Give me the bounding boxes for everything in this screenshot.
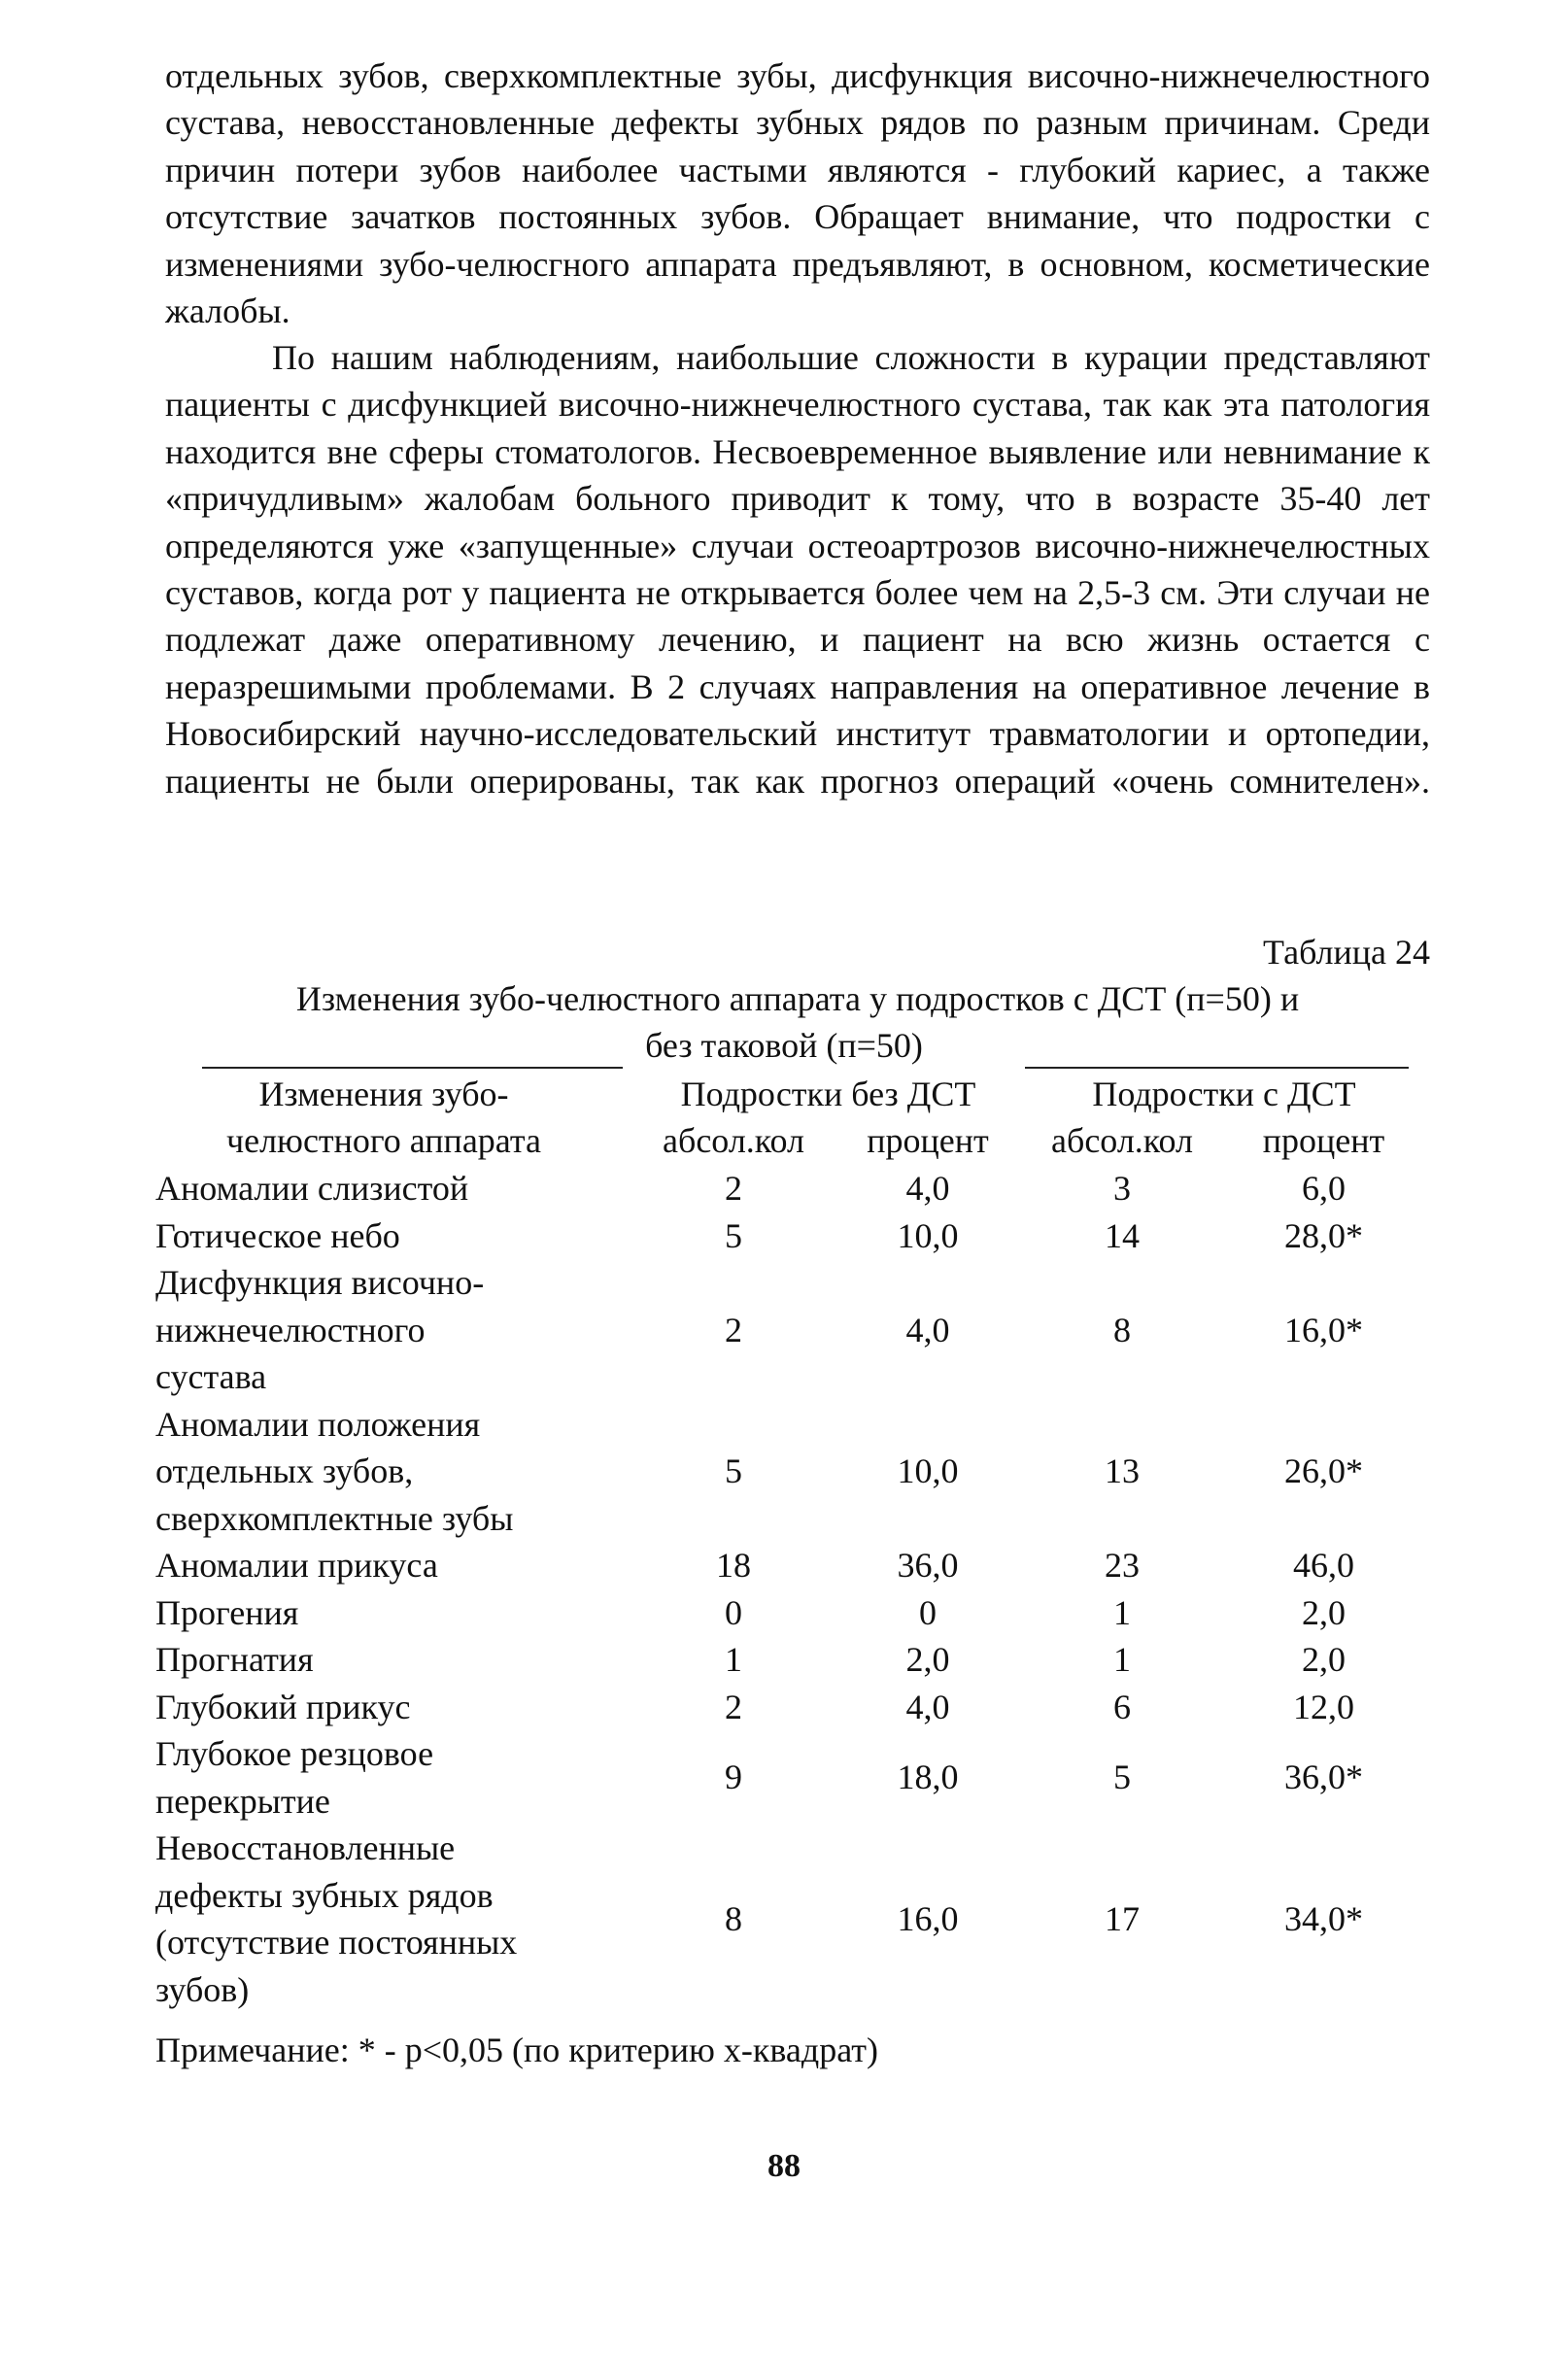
page-number: 88	[767, 2148, 801, 2184]
row-9-cell-v3: 5	[1113, 1758, 1131, 1797]
row-10-cell-v1: 8	[725, 1898, 742, 1938]
header-pct-with-dst: процент	[1262, 1121, 1385, 1160]
row-3-cell-v2: 4,0	[905, 1310, 950, 1349]
row-3-label-line-1: Дисфункция височно-	[155, 1263, 485, 1302]
table-title-line-2: без таковой (п=50)	[645, 1026, 923, 1065]
body-paragraph-1: отдельных зубов, сверхкомплектные зубы, дисфункция височно-нижнечелюстного сустава, невосстановленные дефекты зубных рядов по разным причинам. Среди причин потери зубов наиболее частыми являются - глубокий кариес, а также отсутствие зачатков постоянных зубов. Обращает внимание, что подростки с изменениями зубо-челюсгного аппарата предъявляют, в основном, косметические жалобы.	[165, 56, 1430, 331]
row-4-label-line-1: Аномалии положения	[155, 1404, 481, 1444]
header-abs-with-dst: абсол.кол	[1051, 1121, 1193, 1160]
row-6-cell-v3: 1	[1113, 1592, 1131, 1632]
row-3-cell-v1: 2	[725, 1310, 742, 1349]
header-group-with-dst: Подростки с ДСТ	[1092, 1075, 1356, 1113]
table-note: Примечание: * - р<0,05 (по критерию х-квадрат)	[155, 2031, 878, 2069]
row-9-cell-v4: 36,0*	[1284, 1758, 1363, 1797]
row-2-label-line-1: Готическое небо	[155, 1215, 400, 1255]
row-6-cell-v2: 0	[919, 1592, 937, 1632]
row-1-cell-v4: 6,0	[1302, 1169, 1346, 1208]
table-label: Таблица 24	[1263, 933, 1430, 972]
row-4-label-line-3: сверхкомплектные зубы	[155, 1498, 514, 1538]
row-1-cell-v2: 4,0	[905, 1169, 950, 1208]
row-8-cell-v2: 4,0	[905, 1687, 950, 1726]
title-rule-left	[202, 1067, 623, 1069]
header-changes-line-1: Изменения зубо-	[258, 1075, 509, 1113]
row-1-cell-v3: 3	[1113, 1169, 1131, 1208]
row-4-cell-v2: 10,0	[897, 1451, 959, 1490]
row-8-label-line-1: Глубокий прикус	[155, 1687, 411, 1726]
row-7-label-line-1: Прогнатия	[155, 1640, 314, 1679]
row-6-label-line-1: Прогения	[155, 1592, 299, 1632]
row-7-cell-v4: 2,0	[1302, 1640, 1346, 1679]
row-5-cell-v1: 18	[716, 1546, 751, 1585]
row-6-cell-v1: 0	[725, 1592, 742, 1632]
row-10-cell-v3: 17	[1105, 1898, 1140, 1938]
row-5-cell-v3: 23	[1105, 1546, 1140, 1585]
row-10-label-line-2: дефекты зубных рядов	[155, 1875, 494, 1915]
header-group-without-dst: Подростки без ДСТ	[680, 1075, 976, 1113]
row-9-label-line-2: перекрытие	[155, 1781, 330, 1821]
row-4-label-line-2: отдельных зубов,	[155, 1451, 414, 1490]
row-10-label-line-3: (отсутствие постоянных	[155, 1923, 518, 1962]
row-7-cell-v2: 2,0	[905, 1640, 950, 1679]
row-5-label-line-1: Аномалии прикуса	[155, 1546, 438, 1585]
row-4-cell-v3: 13	[1105, 1451, 1140, 1490]
header-pct-without-dst: процент	[867, 1121, 989, 1160]
table-title-line-1: Изменения зубо-челюстного аппарата у подростков с ДСТ (п=50) и	[295, 979, 1300, 1018]
title-rule-right	[1025, 1067, 1409, 1069]
row-5-cell-v2: 36,0	[897, 1546, 959, 1585]
row-7-cell-v1: 1	[725, 1640, 742, 1679]
row-8-cell-v1: 2	[725, 1687, 742, 1726]
row-7-cell-v3: 1	[1113, 1640, 1131, 1679]
row-2-cell-v3: 14	[1105, 1215, 1140, 1255]
row-10-cell-v4: 34,0*	[1284, 1898, 1363, 1938]
row-9-cell-v1: 9	[725, 1758, 742, 1797]
header-abs-without-dst: абсол.кол	[663, 1121, 804, 1160]
row-10-cell-v2: 16,0	[897, 1898, 959, 1938]
row-2-cell-v4: 28,0*	[1284, 1215, 1363, 1255]
row-10-label-line-4: зубов)	[155, 1969, 250, 2009]
row-6-cell-v4: 2,0	[1302, 1592, 1346, 1632]
row-8-cell-v3: 6	[1113, 1687, 1131, 1726]
row-1-label-line-1: Аномалии слизистой	[155, 1169, 469, 1208]
row-2-cell-v1: 5	[725, 1215, 742, 1255]
row-3-label-line-3: сустава	[155, 1357, 267, 1396]
body-paragraph-2: По нашим наблюдениям, наибольшие сложности в курации представляют пациенты с дисфункцией височно-нижнечелюстного сустава, так как эта патология находится вне сферы стоматологов. Несвоевременное выявление или невнимание к «причудливым» жалобам больного приводит к тому, что в возрасте 35-40 лет определяются уже «запущенные» случаи остеоартрозов височно-нижнечелюстных суставов, когда рот у пациента не открывается более чем на 2,5-3 см. Эти случаи не подлежат даже оперативному лечению, и пациент на всю жизнь остается с неразрешимыми проблемами. В 2 случаях направления на оперативное лечение в Новосибирский научно-исследовательский институт травматологии и ортопедии, пациенты не были оперированы, так как прогноз операций «очень сомнителен».	[165, 338, 1430, 801]
row-3-cell-v4: 16,0*	[1284, 1310, 1363, 1349]
row-3-label-line-2: нижнечелюстного	[155, 1310, 426, 1349]
row-4-cell-v4: 26,0*	[1284, 1451, 1363, 1490]
row-4-cell-v1: 5	[725, 1451, 742, 1490]
row-3-cell-v3: 8	[1113, 1310, 1131, 1349]
row-8-cell-v4: 12,0	[1293, 1687, 1354, 1726]
header-changes-line-2: челюстного аппарата	[226, 1121, 541, 1160]
row-1-cell-v1: 2	[725, 1169, 742, 1208]
row-2-cell-v2: 10,0	[897, 1215, 959, 1255]
row-5-cell-v4: 46,0	[1293, 1546, 1354, 1585]
row-9-cell-v2: 18,0	[897, 1758, 959, 1797]
row-9-label-line-1: Глубокое резцовое	[155, 1734, 434, 1773]
row-10-label-line-1: Невосстановленные	[155, 1828, 456, 1867]
